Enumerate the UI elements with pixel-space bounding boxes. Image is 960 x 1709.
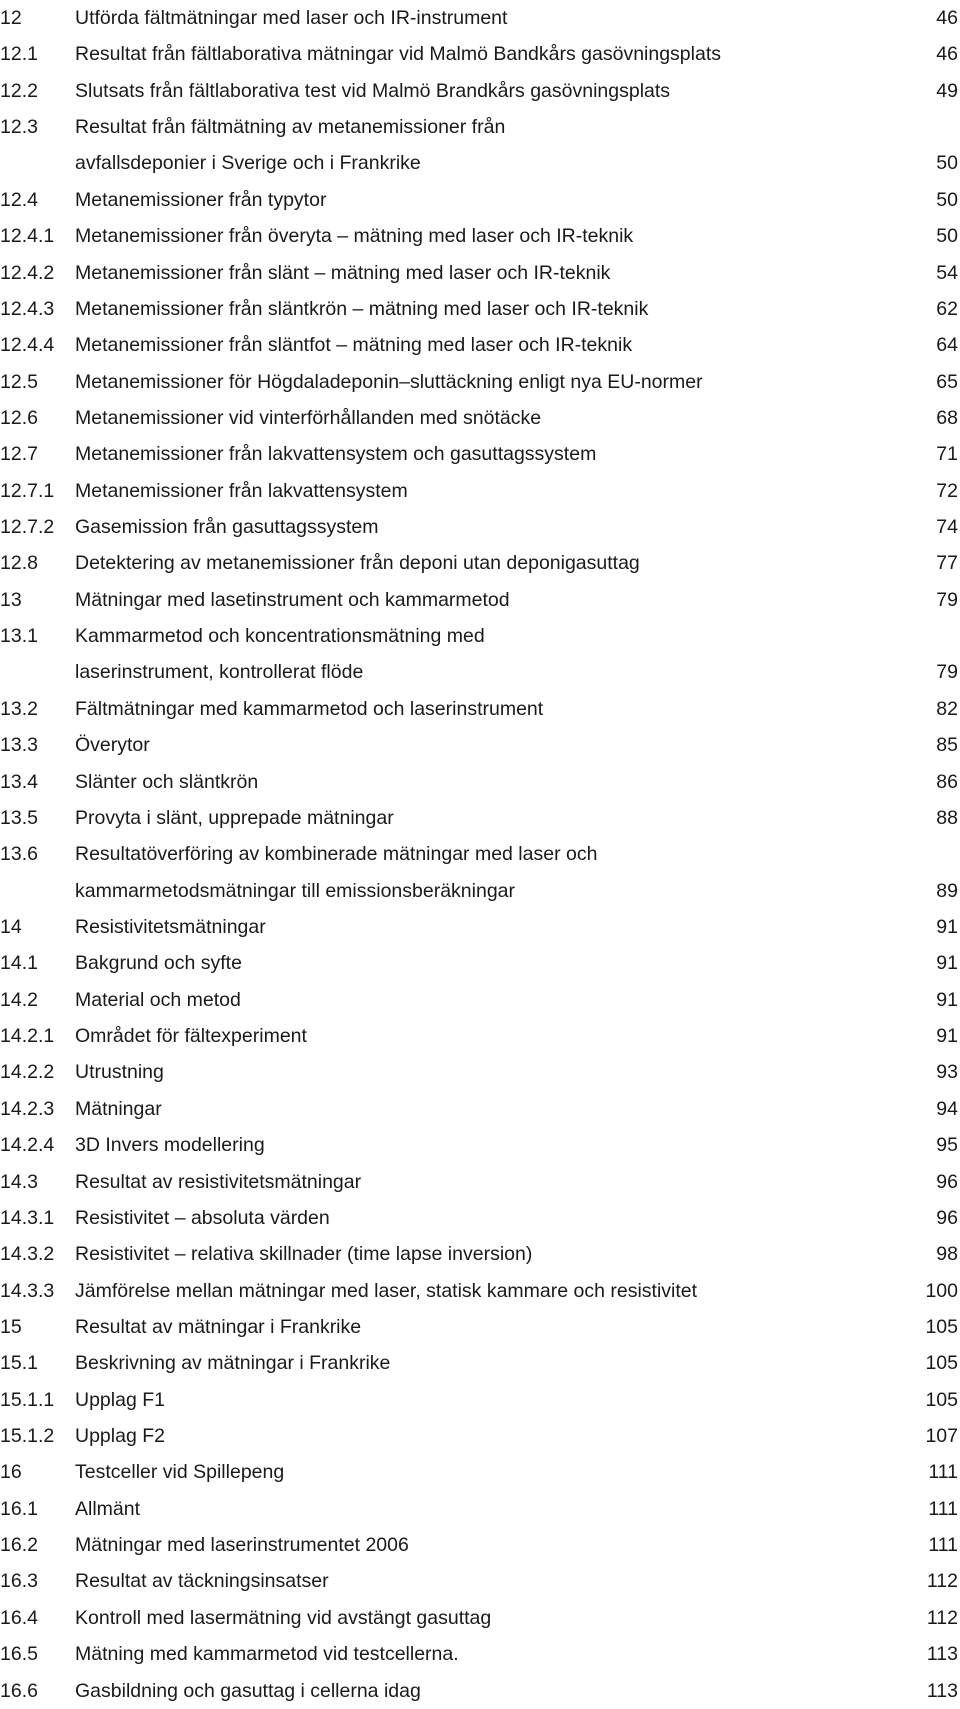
toc-entry[interactable] [0,1309,960,1345]
toc-line [0,1200,960,1236]
toc-entry[interactable] [0,1054,960,1090]
page-number: 100 [925,1279,958,1302]
section-number: 14.2.1 [0,1025,55,1048]
section-title: Provyta i slänt, upprepade mätningar [75,806,394,829]
section-title: Mätningar med laserinstrumentet 2006 [75,1534,409,1557]
toc-line [0,1273,960,1309]
toc-entry[interactable] [0,1454,960,1490]
toc-line [0,0,960,36]
toc-line [0,364,960,400]
section-number: 12.4.4 [0,334,55,357]
page-number: 64 [936,334,958,357]
page-number: 91 [936,915,958,938]
page-number: 72 [936,479,958,502]
page-number: 105 [925,1388,958,1411]
section-title: Metanemissioner från lakvattensystem [75,479,408,502]
section-title: Gasemission från gasuttagssystem [75,516,379,539]
section-title: Metanemissioner från slänt – mätning med laser och IR-teknik [75,261,611,284]
section-number: 15.1.2 [0,1425,55,1448]
section-title: Resistivitet – absoluta värden [75,1206,330,1229]
toc-line [0,473,960,509]
page-number: 65 [936,370,958,393]
toc-line [0,1309,960,1345]
page-number: 111 [928,1497,958,1520]
section-number: 12 [0,7,22,29]
section-number: 12.7.2 [0,516,55,539]
toc-line [0,1054,960,1090]
section-number: 15 [0,1315,22,1338]
section-title: Resultat av täckningsinsatser [75,1570,329,1593]
section-number: 12.4.2 [0,261,55,284]
section-number: 16 [0,1461,22,1484]
section-title: Kammarmetod och koncentrationsmätning med [75,625,485,648]
section-number: 14 [0,915,22,938]
toc-entry[interactable] [0,1091,960,1127]
section-title: Metanemissioner från släntfot – mätning med laser och IR-teknik [75,334,633,357]
section-number: 12.4.1 [0,225,55,248]
toc-line [0,1091,960,1127]
section-number: 12.7.1 [0,479,55,502]
section-number: 16.3 [0,1570,38,1593]
section-title: Mätning med kammarmetod vid testcellerna. [75,1643,459,1666]
toc-entry[interactable] [0,727,960,763]
toc-line [0,1236,960,1272]
page-number: 95 [936,1134,958,1157]
toc-line [0,582,960,618]
page-number: 91 [936,988,958,1011]
section-number: 14.2.2 [0,1061,55,1084]
section-number: 12.1 [0,43,38,66]
section-title: Beskrivning av mätningar i Frankrike [75,1352,391,1375]
section-number: 14.2.3 [0,1097,55,1120]
page-number: 49 [936,79,958,102]
section-title: Testceller vid Spillepeng [75,1461,285,1484]
section-title: Bakgrund och syfte [75,952,242,975]
toc-line-continuation [0,873,960,909]
section-number: 13.4 [0,770,38,793]
toc-entry[interactable] [0,255,960,291]
section-number: 12.5 [0,370,38,393]
page-number: 98 [936,1243,958,1266]
section-title: Metanemissioner från släntkrön – mätning med laser och IR-teknik [75,297,649,320]
section-title: Kontroll med lasermätning vid avstängt gasuttag [75,1606,492,1629]
toc-entry[interactable] [0,982,960,1018]
section-title: Upplag F1 [75,1388,165,1411]
toc-line [0,1164,960,1200]
section-title: Metanemissioner vid vinterförhållanden med snötäcke [75,406,542,429]
section-title: 3D Invers modellering [75,1134,265,1157]
toc-line [0,255,960,291]
toc-line [0,1491,960,1527]
section-number: 14.2.4 [0,1134,55,1157]
section-title: Resistivitetsmätningar [75,915,266,938]
toc-entry[interactable] [0,945,960,981]
toc-line [0,1454,960,1490]
section-title: Allmänt [75,1497,141,1520]
section-title: Mätningar med lasetinstrument och kammarmetod [75,588,510,611]
toc-entry[interactable] [0,764,960,800]
section-title-continuation: avfallsdeponier i Sverige och i Frankrike [75,152,421,175]
toc-entry[interactable] [0,618,960,691]
section-title: Gasbildning och gasuttag i cellerna idag [75,1679,421,1702]
section-title: Fältmätningar med kammarmetod och laserinstrument [75,697,544,720]
toc-line [0,36,960,72]
toc-line [0,1527,960,1563]
section-number: 12.4 [0,188,38,211]
page-number: 85 [936,734,958,757]
toc-line [0,909,960,945]
toc-entry[interactable] [0,327,960,363]
page-number: 113 [926,1643,958,1666]
toc-entry[interactable] [0,1127,960,1163]
page-number: 54 [936,261,958,284]
page-number: 79 [936,588,958,611]
toc-line [0,982,960,1018]
page-number: 86 [936,770,958,793]
page-number: 82 [936,697,958,720]
page-number: 89 [936,879,958,902]
toc-line [0,109,960,145]
toc-entry[interactable] [0,1345,960,1381]
section-title: Mätningar [75,1097,162,1120]
section-number: 13 [0,588,22,611]
section-number: 13.5 [0,806,38,829]
toc-line [0,291,960,327]
page-number: 96 [936,1206,958,1229]
toc-line [0,327,960,363]
toc-line [0,182,960,218]
section-number: 14.2 [0,988,38,1011]
toc-line [0,1600,960,1636]
toc-line [0,1636,960,1672]
toc-entry[interactable] [0,1382,960,1418]
section-number: 12.6 [0,406,38,429]
page-number: 94 [936,1097,958,1120]
toc-entry[interactable] [0,1527,960,1563]
toc-entry[interactable] [0,109,960,182]
section-title: Området för fältexperiment [75,1025,307,1048]
section-title: Metanemissioner från överyta – mätning med laser och IR-teknik [75,225,634,248]
section-number: 16.5 [0,1643,38,1666]
toc-entry[interactable] [0,473,960,509]
toc-entry[interactable] [0,1018,960,1054]
toc-line [0,218,960,254]
toc-line [0,691,960,727]
page-number: 105 [925,1352,958,1375]
toc-entry[interactable] [0,36,960,72]
page-number: 88 [936,806,958,829]
section-title: Resultat av mätningar i Frankrike [75,1315,362,1338]
section-title: Metanemissioner från typytor [75,188,327,211]
toc-entry[interactable] [0,400,960,436]
page-number: 71 [936,443,958,466]
toc-entry[interactable] [0,1563,960,1599]
section-title: Resultatöverföring av kombinerade mätningar med laser och [75,843,598,866]
section-title: Jämförelse mellan mätningar med laser, statisk kammare och resistivitet [75,1279,698,1302]
toc-line [0,73,960,109]
page-number: 79 [936,661,958,684]
toc-line [0,1127,960,1163]
toc-entry[interactable] [0,800,960,836]
section-title-continuation: laserinstrument, kontrollerat flöde [75,661,364,684]
section-number: 16.6 [0,1679,38,1702]
section-title-continuation: kammarmetodsmätningar till emissionsberäkningar [75,879,516,902]
section-number: 15.1.1 [0,1388,55,1411]
section-number: 14.3.1 [0,1206,55,1229]
page-number: 93 [936,1061,958,1084]
section-title: Upplag F2 [75,1425,165,1448]
toc-line [0,400,960,436]
toc-entry[interactable] [0,1673,960,1709]
page-number: 112 [926,1606,958,1629]
section-number: 12.2 [0,79,38,102]
toc-line [0,945,960,981]
toc-line [0,1673,960,1709]
toc-entry[interactable] [0,0,960,36]
toc-entry[interactable] [0,836,960,909]
page-number: 105 [925,1315,958,1338]
toc-entry[interactable] [0,1273,960,1309]
page-number: 46 [936,43,958,66]
toc-line [0,800,960,836]
toc-entry[interactable] [0,1491,960,1527]
section-number: 16.4 [0,1606,38,1629]
page-number: 112 [926,1570,958,1593]
toc-entry[interactable] [0,545,960,581]
section-title: Överytor [75,734,150,757]
page-number: 91 [936,952,958,975]
section-title: Slutsats från fältlaborativa test vid Malmö Brandkårs gasövningsplats [75,79,671,102]
section-number: 14.3 [0,1170,38,1193]
toc-entry[interactable] [0,1418,960,1454]
toc-entry[interactable] [0,909,960,945]
section-title: Slänter och släntkrön [75,770,259,793]
toc-entry[interactable] [0,182,960,218]
section-title: Utförda fältmätningar med laser och IR-instrument [75,7,508,29]
toc-line [0,727,960,763]
section-number: 15.1 [0,1352,38,1375]
section-title: Resistivitet – relativa skillnader (time lapse inversion) [75,1243,533,1266]
page-number: 68 [936,406,958,429]
toc-line [0,436,960,472]
toc-entry[interactable] [0,1164,960,1200]
toc-line [0,545,960,581]
section-title: Metanemissioner från lakvattensystem och gasuttagssystem [75,443,597,466]
section-number: 12.7 [0,443,38,466]
page-number: 111 [928,1534,958,1557]
page-number: 50 [936,225,958,248]
toc-entry[interactable] [0,218,960,254]
section-number: 13.2 [0,697,38,720]
toc-line [0,1345,960,1381]
section-number: 14.3.2 [0,1243,55,1266]
toc-line-continuation [0,654,960,690]
page-number: 113 [926,1679,958,1702]
section-number: 16.2 [0,1534,38,1557]
section-title: Detektering av metanemissioner från deponi utan deponigasuttag [75,552,640,575]
page-number: 77 [936,552,958,575]
toc-line [0,1563,960,1599]
section-title: Resultat från fältlaborativa mätningar vid Malmö Bandkårs gasövningsplats [75,43,721,66]
toc-line [0,836,960,872]
toc-entry[interactable] [0,1636,960,1672]
toc-entry[interactable] [0,1236,960,1272]
section-number: 12.8 [0,552,38,575]
toc-entry[interactable] [0,436,960,472]
section-number: 13.6 [0,843,38,866]
page-number: 107 [925,1425,958,1448]
toc-line [0,618,960,654]
section-number: 13.1 [0,625,38,648]
section-number: 13.3 [0,734,38,757]
toc-line [0,1018,960,1054]
toc-line-continuation [0,145,960,181]
page-number: 111 [928,1461,958,1484]
toc-line [0,1418,960,1454]
toc-entry[interactable] [0,1600,960,1636]
section-number: 12.4.3 [0,297,55,320]
section-number: 12.3 [0,116,38,139]
page-number: 96 [936,1170,958,1193]
section-title: Resultat från fältmätning av metanemissioner från [75,116,506,139]
toc-entry[interactable] [0,691,960,727]
page-number: 50 [936,152,958,175]
section-number: 16.1 [0,1497,38,1520]
page-number: 46 [936,7,958,29]
toc-entry[interactable] [0,73,960,109]
toc-line [0,509,960,545]
page-number: 62 [936,297,958,320]
toc-line [0,764,960,800]
page-number: 91 [936,1025,958,1048]
toc-entry[interactable] [0,1200,960,1236]
toc-entry[interactable] [0,364,960,400]
page-number: 50 [936,188,958,211]
section-title: Utrustning [75,1061,164,1084]
section-number: 14.1 [0,952,38,975]
toc-line [0,1382,960,1418]
section-number: 14.3.3 [0,1279,55,1302]
toc-entry[interactable] [0,291,960,327]
page-number: 74 [936,516,958,539]
toc-entry[interactable] [0,509,960,545]
section-title: Metanemissioner för Högdaladeponin–sluttäckning enligt nya EU-normer [75,370,703,393]
section-title: Material och metod [75,988,241,1011]
toc-entry[interactable] [0,582,960,618]
section-title: Resultat av resistivitetsmätningar [75,1170,362,1193]
